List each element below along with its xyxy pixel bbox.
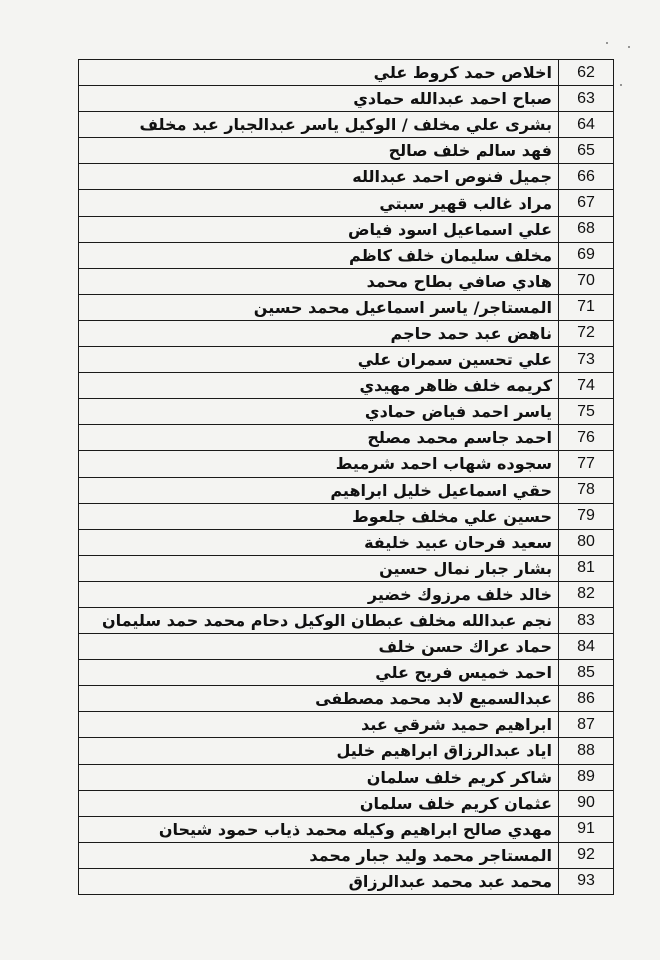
table-row xyxy=(79,268,614,294)
name-cell: المستاجر محمد وليد جبار محمد xyxy=(79,842,559,868)
table-row xyxy=(79,242,614,268)
table-row xyxy=(79,816,614,842)
name-cell: هادي صافي بطاح محمد xyxy=(79,268,559,294)
table-row xyxy=(79,581,614,607)
table-row xyxy=(79,764,614,790)
number-cell: 87 xyxy=(559,712,614,738)
table-row xyxy=(79,347,614,373)
name-cell: فهد سالم خلف صالح xyxy=(79,138,559,164)
table-row xyxy=(79,60,614,86)
table-row xyxy=(79,138,614,164)
number-cell: 81 xyxy=(559,555,614,581)
number-cell: 64 xyxy=(559,112,614,138)
table-row xyxy=(79,842,614,868)
names-table-body xyxy=(79,60,614,895)
scan-speck xyxy=(606,42,608,44)
name-cell: عبدالسميع لابد محمد مصطفى xyxy=(79,686,559,712)
table-row xyxy=(79,451,614,477)
number-cell: 84 xyxy=(559,634,614,660)
number-cell: 71 xyxy=(559,294,614,320)
name-cell: مراد غالب قهير سبتي xyxy=(79,190,559,216)
number-cell: 83 xyxy=(559,607,614,633)
table-row xyxy=(79,112,614,138)
number-cell: 63 xyxy=(559,86,614,112)
table-row xyxy=(79,634,614,660)
number-cell: 69 xyxy=(559,242,614,268)
names-table xyxy=(78,59,614,895)
number-cell: 79 xyxy=(559,503,614,529)
name-cell: اخلاص حمد كروط علي xyxy=(79,60,559,86)
table-row xyxy=(79,190,614,216)
table-row xyxy=(79,164,614,190)
table-row xyxy=(79,555,614,581)
number-cell: 72 xyxy=(559,320,614,346)
table-row xyxy=(79,868,614,894)
name-cell: حقي اسماعيل خليل ابراهيم xyxy=(79,477,559,503)
number-cell: 91 xyxy=(559,816,614,842)
number-cell: 76 xyxy=(559,425,614,451)
table-row xyxy=(79,660,614,686)
name-cell: كريمه خلف ظاهر مهيدي xyxy=(79,373,559,399)
table-row xyxy=(79,294,614,320)
table-row xyxy=(79,686,614,712)
number-cell: 92 xyxy=(559,842,614,868)
name-cell: نجم عبدالله مخلف عبطان الوكيل دحام محمد حمد سليمان xyxy=(79,607,559,633)
name-cell: سجوده شهاب احمد شرميط xyxy=(79,451,559,477)
number-cell: 93 xyxy=(559,868,614,894)
name-cell: المستاجر/ ياسر اسماعيل محمد حسين xyxy=(79,294,559,320)
table-row xyxy=(79,790,614,816)
table-row xyxy=(79,320,614,346)
number-cell: 68 xyxy=(559,216,614,242)
name-cell: مهدي صالح ابراهيم وكيله محمد ذياب حمود شيحان xyxy=(79,816,559,842)
name-cell: خالد خلف مرزوك خضير xyxy=(79,581,559,607)
table-row xyxy=(79,529,614,555)
table-row xyxy=(79,712,614,738)
number-cell: 65 xyxy=(559,138,614,164)
table-row xyxy=(79,607,614,633)
name-cell: احمد خميس فريح علي xyxy=(79,660,559,686)
name-cell: احمد جاسم محمد مصلح xyxy=(79,425,559,451)
name-cell: محمد عبد محمد عبدالرزاق xyxy=(79,868,559,894)
number-cell: 70 xyxy=(559,268,614,294)
name-cell: علي اسماعيل اسود فياض xyxy=(79,216,559,242)
number-cell: 75 xyxy=(559,399,614,425)
name-cell: سعيد فرحان عبيد خليفة xyxy=(79,529,559,555)
number-cell: 67 xyxy=(559,190,614,216)
number-cell: 73 xyxy=(559,347,614,373)
table-row xyxy=(79,86,614,112)
number-cell: 62 xyxy=(559,60,614,86)
table-row xyxy=(79,216,614,242)
scan-speck xyxy=(628,46,630,48)
number-cell: 88 xyxy=(559,738,614,764)
name-cell: صباح احمد عبدالله حمادي xyxy=(79,86,559,112)
name-cell: عثمان كريم خلف سلمان xyxy=(79,790,559,816)
number-cell: 85 xyxy=(559,660,614,686)
name-cell: بشار جبار نمال حسين xyxy=(79,555,559,581)
number-cell: 77 xyxy=(559,451,614,477)
name-cell: ابراهيم حميد شرقي عبد xyxy=(79,712,559,738)
number-cell: 82 xyxy=(559,581,614,607)
number-cell: 74 xyxy=(559,373,614,399)
number-cell: 78 xyxy=(559,477,614,503)
name-cell: شاكر كريم خلف سلمان xyxy=(79,764,559,790)
name-cell: مخلف سليمان خلف كاظم xyxy=(79,242,559,268)
name-cell: حسين علي مخلف جلعوط xyxy=(79,503,559,529)
table-row xyxy=(79,399,614,425)
number-cell: 86 xyxy=(559,686,614,712)
number-cell: 66 xyxy=(559,164,614,190)
name-cell: بشرى علي مخلف / الوكيل ياسر عبدالجبار عبد مخلف xyxy=(79,112,559,138)
name-cell: اياد عبدالرزاق ابراهيم خليل xyxy=(79,738,559,764)
table-row xyxy=(79,373,614,399)
name-cell: ناهض عبد حمد حاجم xyxy=(79,320,559,346)
number-cell: 90 xyxy=(559,790,614,816)
table-row xyxy=(79,503,614,529)
name-cell: ياسر احمد فياض حمادي xyxy=(79,399,559,425)
scan-speck xyxy=(620,84,622,86)
name-cell: حماد عراك حسن خلف xyxy=(79,634,559,660)
name-cell: جميل فنوص احمد عبدالله xyxy=(79,164,559,190)
number-cell: 89 xyxy=(559,764,614,790)
name-cell: علي تحسين سمران علي xyxy=(79,347,559,373)
table-row xyxy=(79,738,614,764)
number-cell: 80 xyxy=(559,529,614,555)
table-row xyxy=(79,477,614,503)
table-row xyxy=(79,425,614,451)
